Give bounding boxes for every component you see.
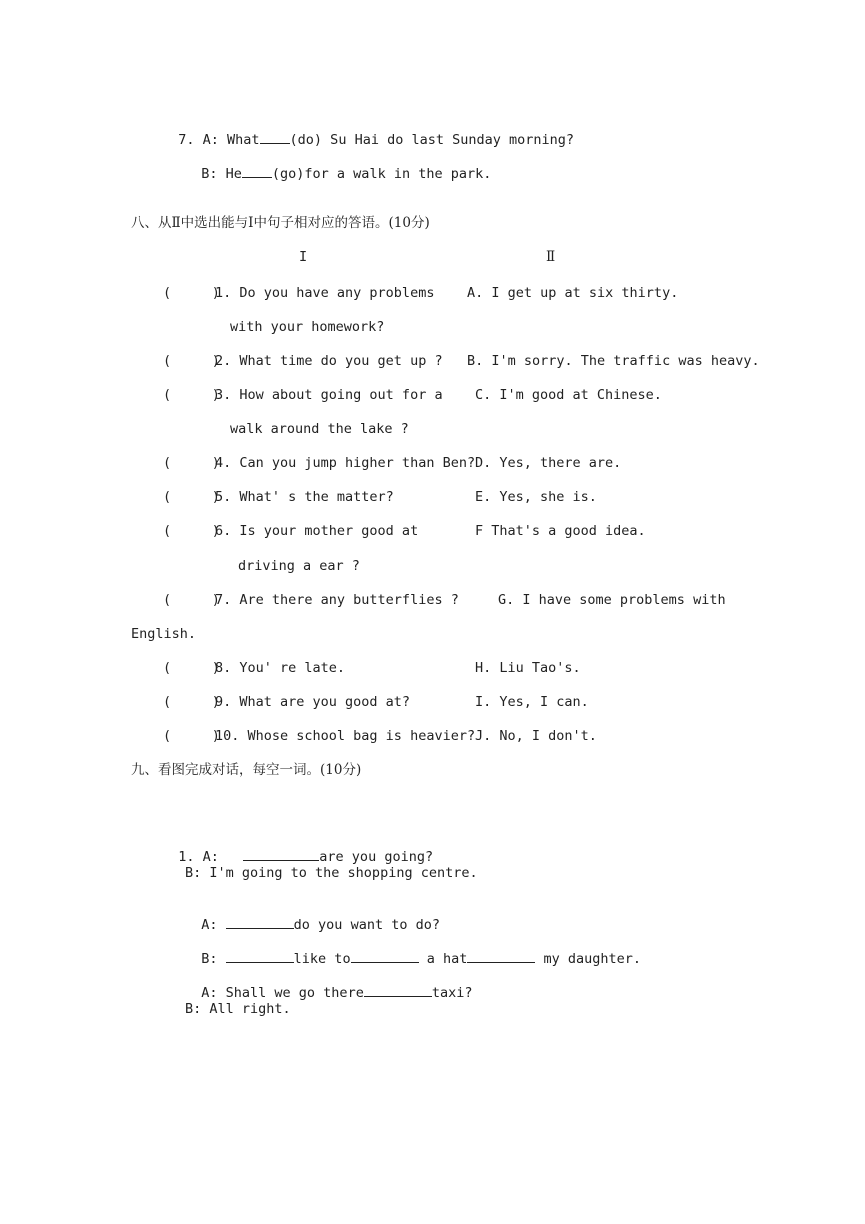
question-text: 3. How about going out for a	[215, 387, 443, 403]
speaker-label: B:	[201, 951, 218, 967]
blank[interactable]	[243, 848, 319, 861]
blank[interactable]	[226, 950, 294, 963]
dialogue-line	[185, 966, 472, 1002]
question-continuation: walk around the lake ?	[230, 421, 409, 437]
blank	[242, 165, 272, 178]
section8-heading: 八、从Ⅱ中选出能与I中句子相对应的答语。(10分)	[131, 215, 430, 231]
q7-a-prefix: 7. A: What	[178, 132, 260, 148]
q7-line-a	[162, 113, 574, 149]
answer-paren[interactable]: ( )	[163, 660, 220, 676]
dialogue-line: B: I'm going to the shopping centre.	[185, 865, 478, 881]
question-continuation: with your homework?	[230, 319, 385, 335]
option-text: G. I have some problems with	[498, 592, 726, 608]
blank[interactable]	[351, 950, 419, 963]
answer-paren[interactable]: ( )	[163, 694, 220, 710]
answer-paren[interactable]: ( )	[163, 728, 220, 744]
answer-paren[interactable]: ( )	[163, 387, 220, 403]
option-text: H. Liu Tao's.	[475, 660, 581, 676]
dialogue-text: like to	[293, 951, 351, 967]
option-continuation: English.	[131, 626, 197, 642]
q7-b-prefix: B: He	[201, 166, 242, 182]
dialogue-line: B: All right.	[185, 1001, 291, 1017]
answer-paren[interactable]: ( )	[163, 523, 220, 539]
option-text: B. I'm sorry. The traffic was heavy.	[467, 353, 760, 369]
blank[interactable]	[226, 916, 294, 929]
question-text: 6. Is your mother good at	[215, 523, 419, 539]
dialogue-line	[185, 932, 641, 968]
dialogue-text: are you going?	[319, 849, 434, 865]
answer-paren[interactable]: ( )	[163, 455, 220, 471]
answer-paren[interactable]: ( )	[163, 592, 220, 608]
question-text: 8. You' re late.	[215, 660, 346, 676]
option-text: J. No, I don't.	[475, 728, 597, 744]
answer-paren[interactable]: ( )	[163, 353, 220, 369]
section9-heading: 九、看图完成对话，每空一词。(10分)	[131, 762, 362, 778]
option-text: D. Yes, there are.	[475, 455, 622, 471]
dialogue-text: A: Shall we go there	[201, 985, 364, 1001]
question-text: 7. Are there any butterflies ?	[215, 592, 459, 608]
speaker-label: 1. A:	[178, 849, 219, 865]
blank[interactable]	[467, 950, 535, 963]
dialogue-line	[185, 898, 440, 934]
option-text: I. Yes, I can.	[475, 694, 589, 710]
speaker-label: A:	[201, 917, 218, 933]
q7-a-hint: (do) Su Hai do last Sunday morning?	[289, 132, 575, 148]
dialogue-text: my daughter.	[543, 951, 642, 967]
q7-b-hint: (go)for a walk in the park.	[271, 166, 492, 182]
answer-paren[interactable]: ( )	[163, 489, 220, 505]
blank	[260, 131, 290, 144]
option-text: A. I get up at six thirty.	[467, 285, 679, 301]
column-ii-header: Ⅱ	[546, 249, 556, 265]
dialogue-line	[162, 830, 433, 866]
question-text: 4. Can you jump higher than Ben?	[215, 455, 476, 471]
question-continuation: driving a ear ?	[238, 558, 360, 574]
blank[interactable]	[364, 984, 432, 997]
question-text: 2. What time do you get up ?	[215, 353, 443, 369]
option-text: E. Yes, she is.	[475, 489, 597, 505]
question-text: 1. Do you have any problems	[215, 285, 435, 301]
dialogue-text: do you want to do?	[293, 917, 440, 933]
option-text: F That's a good idea.	[475, 523, 646, 539]
answer-paren[interactable]: ( )	[163, 285, 220, 301]
column-i-header: I	[299, 249, 308, 265]
option-text: C. I'm good at Chinese.	[475, 387, 662, 403]
question-text: 10. Whose school bag is heavier?	[215, 728, 476, 744]
q7-line-b	[185, 147, 491, 183]
question-text: 5. What' s the matter?	[215, 489, 394, 505]
dialogue-text: a hat	[426, 951, 468, 967]
dialogue-text: taxi?	[431, 985, 473, 1001]
question-text: 9. What are you good at?	[215, 694, 411, 710]
